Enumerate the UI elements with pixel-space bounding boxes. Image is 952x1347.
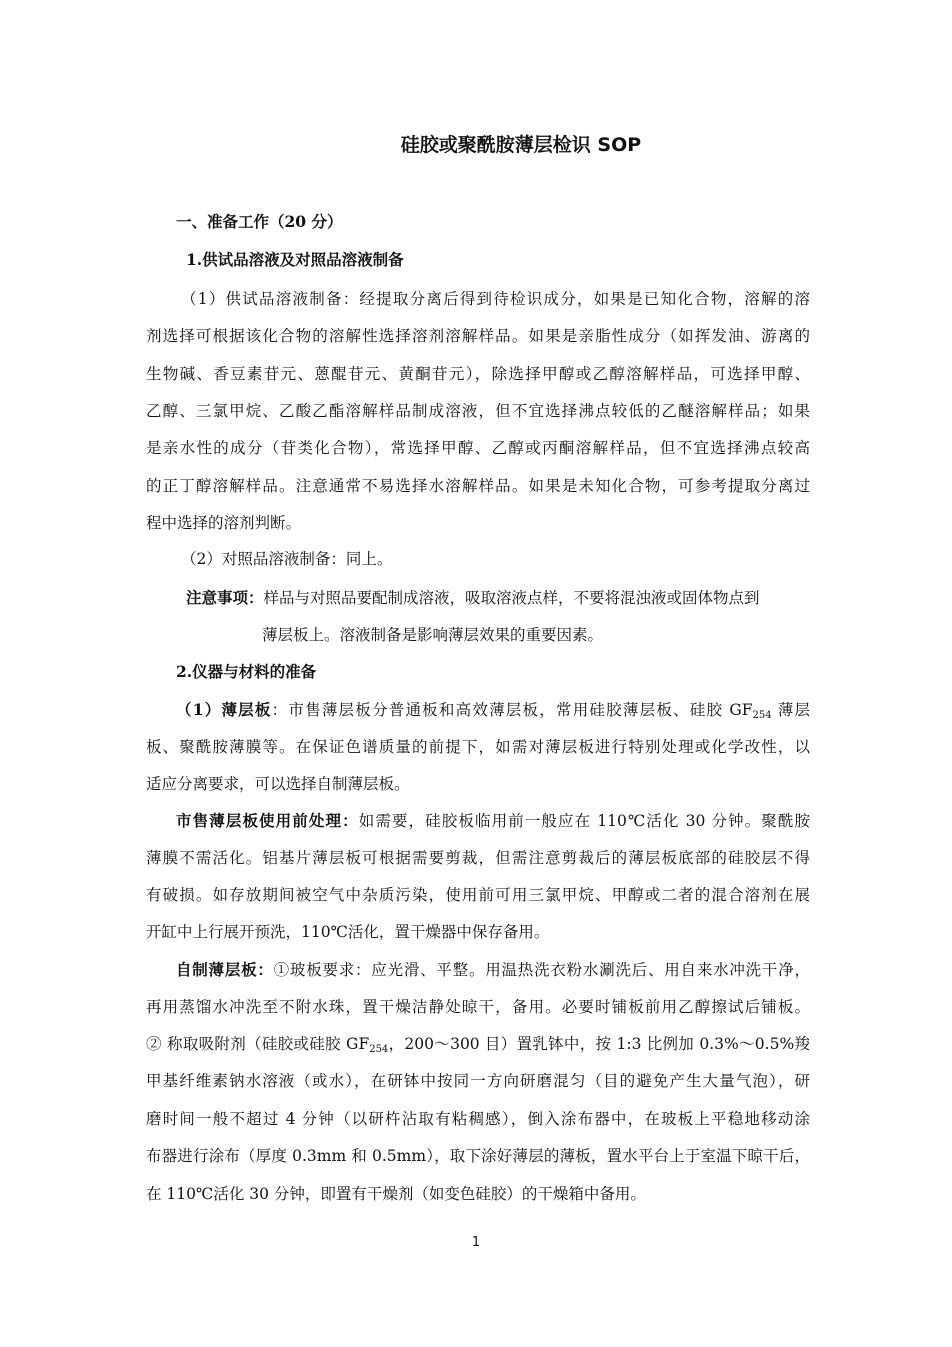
text-line: 布器进行涂布（厚度 0.3mm 和 0.5mm），取下涂好薄层的薄板，置水平台上于室温下晾干后， [146, 1147, 810, 1165]
selfmade-label: 自制薄层板： [176, 960, 274, 979]
selfmade-text: ①玻板要求：应光滑、平整。用温热洗衣粉水涮洗后、用自来水冲洗干净， [273, 961, 810, 979]
section-heading: 一、准备工作（20 分） [176, 212, 343, 231]
note-continuation: 薄层板上。溶液制备是影响薄层效果的重要因素。 [262, 626, 604, 644]
pretreat-paragraph-first-line [176, 811, 810, 831]
text-line: 适应分离要求，可以选择自制薄层板。 [146, 775, 410, 793]
plate-subscript: 254 [752, 710, 772, 721]
selfmade-line: 再用蒸馏水冲洗至不附水珠，置干燥洁静处晾干，备用。必要时铺板前用乙醇擦试后铺板。 [146, 998, 810, 1016]
text-line: 生物碱、香豆素苷元、蒽醌苷元、黄酮苷元），除选择甲醇或乙醇溶解样品，可选择甲醇、 [146, 364, 810, 383]
selfmade-text: ② 称取吸附剂（硅胶或硅胶 GF [146, 1035, 370, 1053]
text-line: 有破损。如存放期间被空气中杂质污染，使用前可用三氯甲烷、甲醇或二者的混合溶剂在展 [146, 886, 810, 904]
note-label: 注意事项： [186, 588, 264, 607]
pretreat-text: 如需要，硅胶板临用前一般应在 110℃活化 30 分钟。聚酰胺 [358, 812, 810, 830]
text-line: 板、聚酰胺薄膜等。在保证色谱质量的前提下，如需对薄层板进行特别处理或化学改性，以 [146, 738, 810, 756]
selfmade-text-end: ，200～300 目）置乳钵中，按 1:3 比例加 0.3%～0.5%羧 [388, 1035, 810, 1053]
text-line: 薄膜不需活化。铝基片薄层板可根据需要剪裁，但需注意剪裁后的薄层板底部的硅胶层不得 [146, 849, 810, 867]
text-line: （1）供试品溶液制备：经提取分离后得到待检识成分，如果是已知化合物，溶解的溶 [181, 290, 810, 308]
text-line: 是亲水性的成分（苷类化合物），常选择甲醇、乙醇或丙酮溶解样品，但不宜选择沸点较高 [146, 439, 810, 458]
text-line: 乙醇、三氯甲烷、乙酸乙酯溶解样品制成溶液，但不宜选择沸点较低的乙醚溶解样品；如果 [146, 401, 810, 420]
selfmade-line [146, 1034, 810, 1060]
text-line: 开缸中上行展开预洗，110℃活化，置干燥器中保存备用。 [146, 923, 550, 941]
selfmade-subscript: 254 [369, 1044, 389, 1055]
plate-text: ：市售薄层板分普通板和高效薄层板，常用硅胶薄层板、硅胶 GF [271, 701, 753, 719]
page-number: 1 [471, 1235, 481, 1250]
plate-text-end: 薄层 [771, 701, 810, 719]
text-line: 程中选择的溶剂判断。 [146, 513, 302, 532]
subsection-heading: 2.仪器与材料的准备 [176, 662, 317, 681]
note-line [186, 588, 760, 608]
plate-paragraph-first-line [176, 700, 810, 726]
subsection-heading: 1.供试品溶液及对照品溶液制备 [186, 250, 404, 269]
text-line: 剂选择可根据该化合物的溶解性选择溶剂溶解样品。如果是亲脂性成分（如挥发油、游离的 [146, 327, 810, 346]
paragraph-reference-solution: （2）对照品溶液制备：同上。 [181, 550, 393, 568]
selfmade-paragraph-first-line [176, 960, 810, 980]
pretreat-label: 市售薄层板使用前处理： [176, 811, 359, 830]
text-line: 磨时间一般不超过 4 分钟（以研杵沾取有粘稠感），倒入涂布器中，在玻板上平稳地移动涂 [146, 1109, 810, 1128]
note-text: 样品与对照品要配制成溶液，吸取溶液点样，不要将混浊液或固体物点到 [263, 589, 760, 607]
text-line: 的正丁醇溶解样品。注意通常不易选择水溶解样品。如果是未知化合物，可参考提取分离过 [146, 476, 810, 495]
document-title: 硅胶或聚酰胺薄层检识 SOP [400, 134, 642, 156]
plate-label: （1）薄层板 [176, 700, 272, 719]
text-line: 在 110℃活化 30 分钟，即置有干燥剂（如变色硅胶）的干燥箱中备用。 [146, 1184, 646, 1203]
text-line: 甲基纤维素钠水溶液（或水），在研钵中按同一方向研磨混匀（目的避免产生大量气泡），研 [146, 1072, 810, 1090]
